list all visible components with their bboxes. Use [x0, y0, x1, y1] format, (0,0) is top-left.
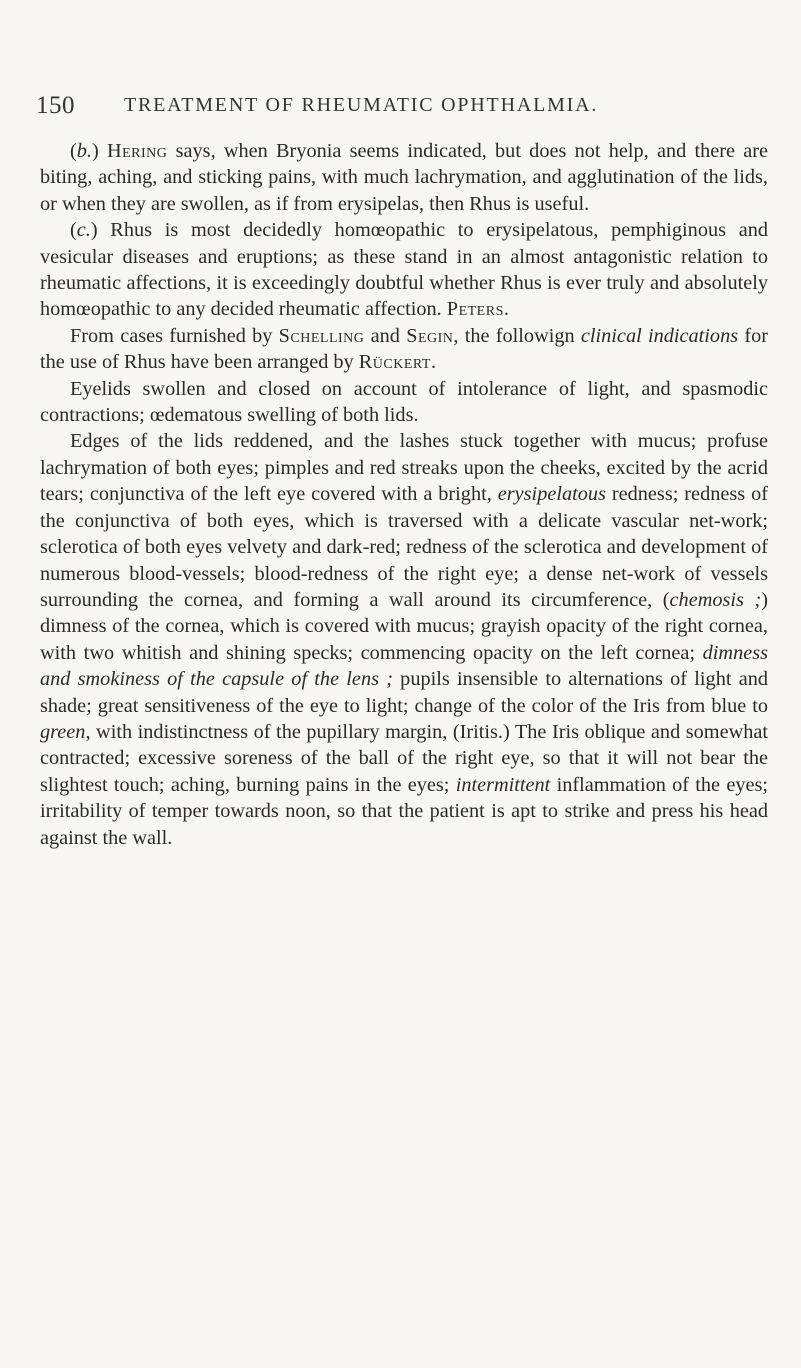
text-run: redness; redness of the conjunctiva of both eyes, which is traversed with a delicate vascular net-work; sclerotica of both eyes velvety and dark-red; redness of the sclerotica and development of numerous blood-vessels; blood-redness of the right eye; a dense net-work of vessels surrounding the cornea, and forming a wall around its circumference, (: [40, 483, 768, 611]
text-run: .: [430, 351, 437, 374]
paragraph: [40, 138, 768, 217]
text-run: pupils insensible to alternations of light and shade; great sensitiveness of the eye to light; change of the color of the Iris from blue to: [40, 668, 768, 717]
running-head: [36, 92, 766, 124]
italic-text: b.: [76, 140, 92, 162]
text-run: (: [70, 140, 77, 162]
italic-text: green: [40, 720, 86, 743]
text-run: (: [70, 219, 77, 242]
text-run: , with indistinctness of the pupillary margin, (Iritis.) The Iris oblique and somewhat contracted; excessive soreness of the ball of the right eye, so that it will not bear the slightest touch; aching, burning pains in the eyes;: [40, 720, 768, 796]
running-title: TREATMENT OF RHEUMATIC OPHTHALMIA.: [124, 94, 599, 116]
italic-text: intermittent: [455, 773, 551, 796]
text-run: inflammation of the eyes; irritability of temper towards noon, so that the patient is apt to strike and press his head against the wall.: [40, 773, 768, 849]
text-run: Eyelids swollen and closed on account of intolerance of light, and spasmodic contractions; œdematous swelling of both lids.: [40, 377, 768, 427]
body-text: [40, 138, 768, 851]
small-caps-name: Segin: [406, 324, 454, 347]
text-run: for the use of Rhus have been arranged by: [40, 324, 769, 374]
small-caps-name: Schelling: [278, 324, 365, 347]
text-run: From cases furnished by: [70, 324, 279, 347]
italic-text: chemosis ;: [669, 588, 762, 611]
paragraph: [40, 217, 768, 323]
page-number: 150: [36, 92, 75, 119]
italic-text: erysipelatous: [497, 483, 606, 506]
text-run: .: [503, 298, 509, 321]
small-caps-name: Peters: [446, 298, 504, 321]
italic-text: c.: [76, 219, 91, 242]
text-run: Edges of the lids reddened, and the lashes stuck together with mucus; profuse lachrymation of both eyes; pimples and red streaks upon the cheeks, excited by the acrid tears; conjunctiva of the left eye covered with a bright,: [40, 430, 768, 506]
small-caps-name: Hering: [106, 140, 168, 162]
text-run: ): [91, 140, 107, 162]
text-run: ) Rhus is most decidedly homœopathic to erysipelatous, pemphiginous and vesicular diseases and eruptions; as these stand in an almost antagonistic relation to rheumatic affections, it is exceedingly doubtful whether Rhus is ever truly and absolutely homœopathic to any decided rheumatic affection.: [40, 219, 768, 321]
text-run: , the followign: [453, 324, 581, 347]
paragraph: [40, 428, 768, 851]
text-run: and: [364, 324, 407, 347]
paragraph: [40, 323, 768, 376]
italic-text: dimness and smokiness of the capsule of the lens ;: [40, 641, 768, 691]
italic-text: clinical indications: [580, 324, 739, 347]
paragraph: [40, 376, 768, 429]
small-caps-name: Rückert: [358, 351, 431, 374]
text-run: ) dimness of the cornea, which is covered with mucus; grayish opacity of the right cornea, with two whitish and shining specks; commencing opacity on the left cornea;: [40, 588, 768, 664]
text-run: says, when Bryonia seems indicated, but does not help, and there are biting, aching, and sticking pains, with much lachrymation, and agglutination of the lids, or when they are swollen, as if from erysipelas, then Rhus is useful.: [40, 140, 768, 215]
